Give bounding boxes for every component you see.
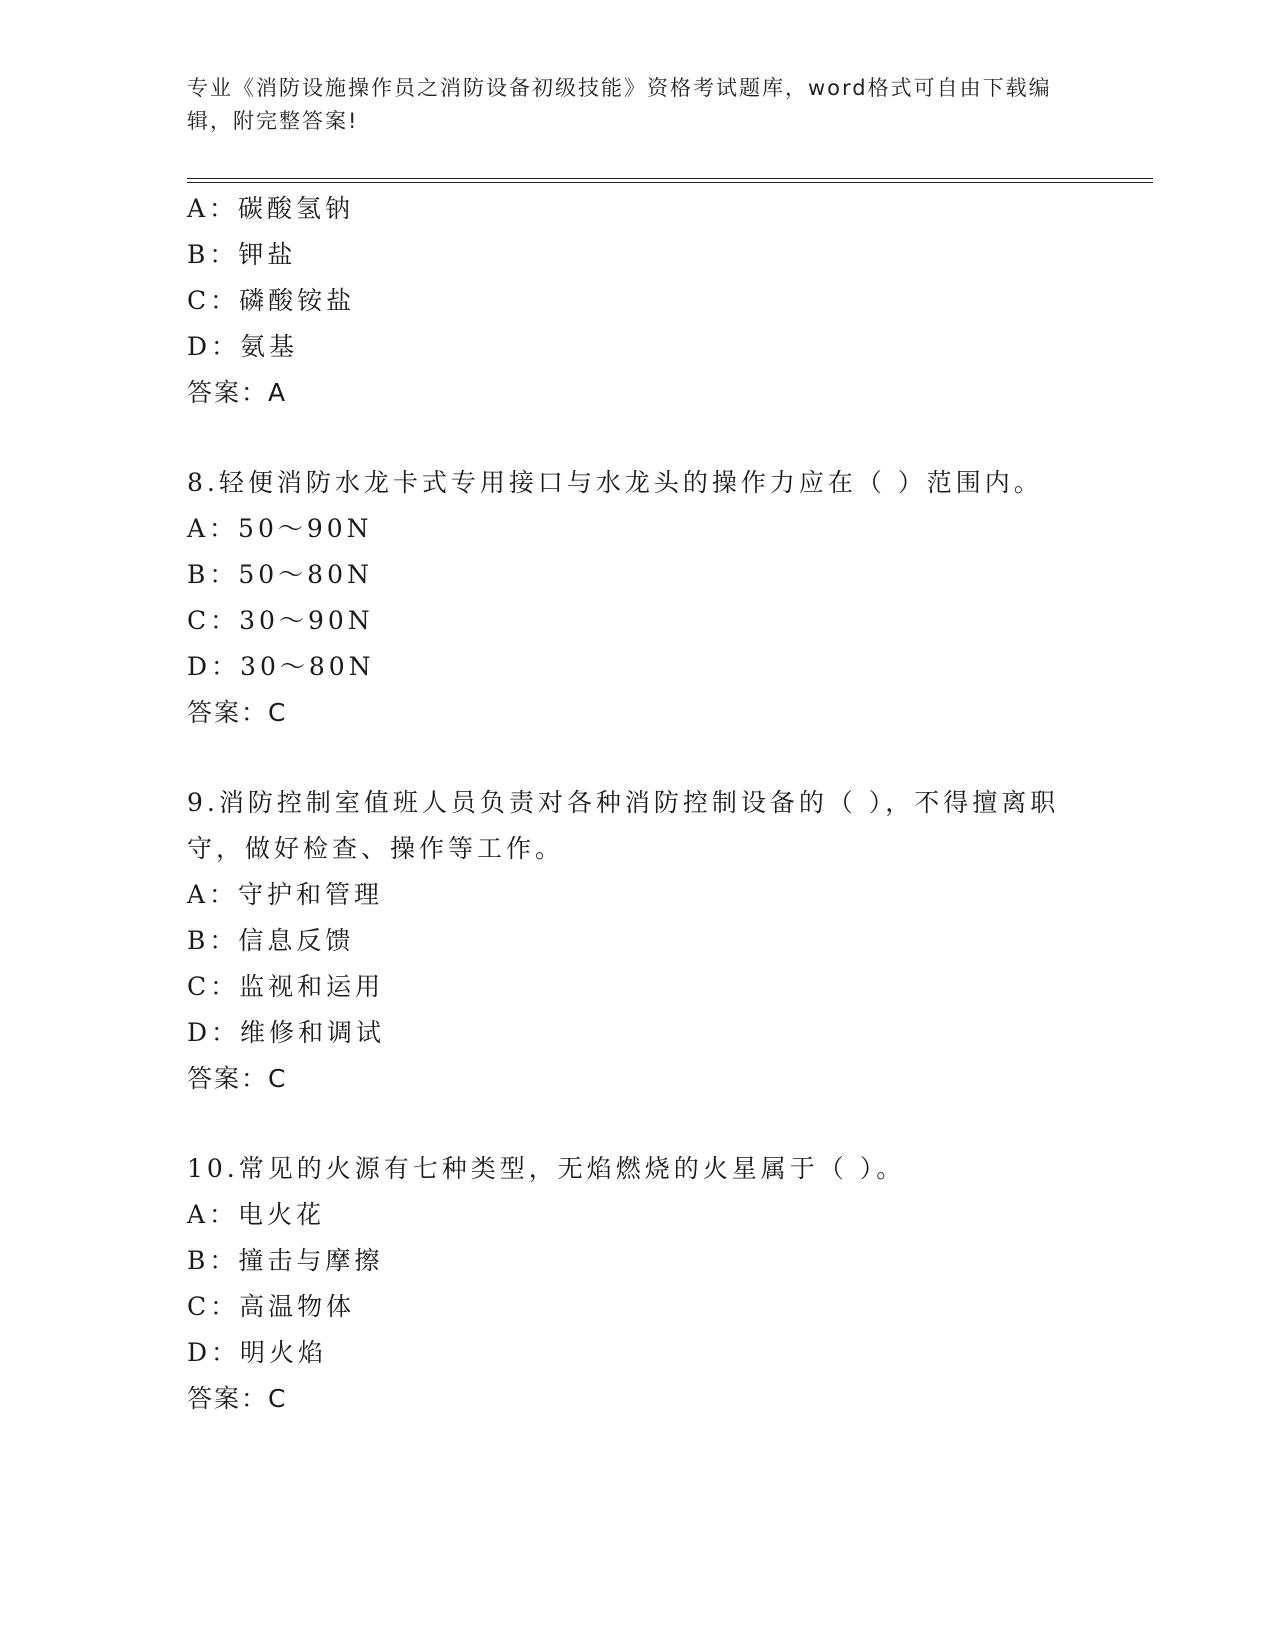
document-header: 专业《消防设施操作员之消防设备初级技能》资格考试题库，word格式可自由下载编辑，附完整答案! (187, 76, 1052, 133)
header-divider-bottom (187, 182, 1153, 183)
question-item (187, 780, 1087, 1102)
option-b: B：50～80N (187, 560, 373, 589)
question-item (187, 186, 1087, 416)
option-c: C：高温物体 (187, 1292, 356, 1321)
option-c: C：监视和运用 (187, 972, 385, 1001)
question-item (187, 1146, 1087, 1422)
option-d: D：氨基 (187, 332, 299, 361)
question-stem: 10.常见的火源有七种类型，无焰燃烧的火星属于（ ）。 (187, 1154, 906, 1183)
question-list (187, 186, 1087, 1422)
option-d: D：30～80N (187, 652, 375, 681)
option-c: C：磷酸铵盐 (187, 286, 356, 315)
option-b: B：信息反馈 (187, 926, 355, 955)
option-b: B：钾盐 (187, 240, 297, 269)
option-a: A：50～90N (187, 514, 373, 543)
question-stem: 8.轻便消防水龙卡式专用接口与水龙头的操作力应在（ ）范围内。 (187, 468, 1043, 497)
header-divider-top (187, 178, 1153, 179)
option-d: D：明火焰 (187, 1338, 328, 1367)
answer-line: 答案：A (187, 378, 288, 407)
question-item (187, 460, 1087, 736)
question-stem: 9.消防控制室值班人员负责对各种消防控制设备的（ ），不得擅离职守，做好检查、操作等工作。 (187, 788, 1060, 863)
option-a: A：电火花 (187, 1200, 326, 1229)
option-c: C：30～90N (187, 606, 374, 635)
answer-line: 答案：C (187, 698, 288, 727)
option-a: A：守护和管理 (187, 880, 384, 909)
answer-line: 答案：C (187, 1064, 288, 1093)
option-d: D：维修和调试 (187, 1018, 386, 1047)
option-a: A：碳酸氢钠 (187, 194, 355, 223)
answer-line: 答案：C (187, 1384, 288, 1413)
option-b: B：撞击与摩擦 (187, 1246, 384, 1275)
